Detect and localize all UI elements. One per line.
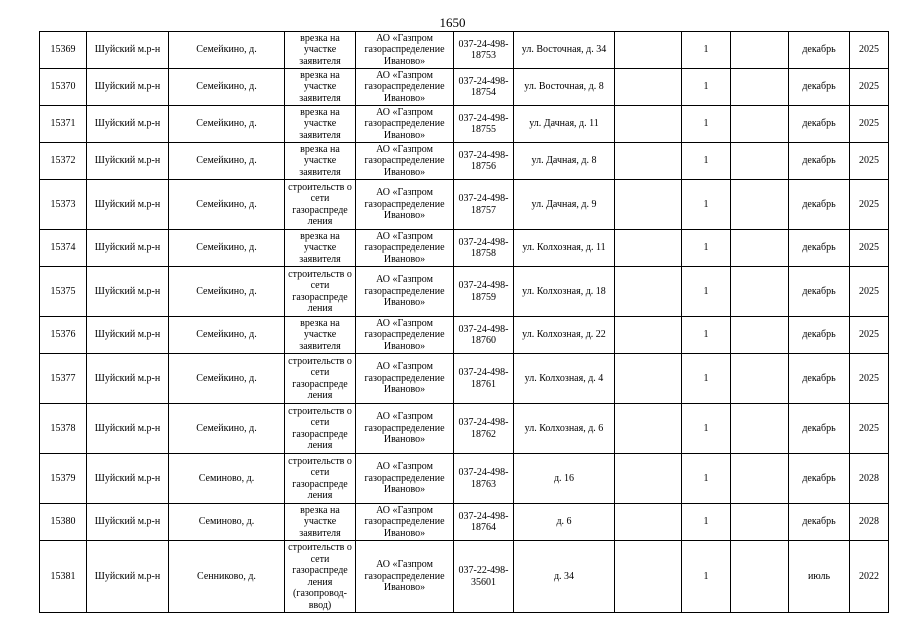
- empty-cell: [731, 354, 789, 404]
- code-cell: 037-24-498-18762: [454, 404, 514, 454]
- empty-cell: [615, 454, 682, 504]
- quantity-cell: 1: [682, 69, 731, 106]
- connection-method-cell: врезка на участке заявителя: [285, 317, 356, 354]
- district-cell: Шуйский м.р-н: [87, 404, 169, 454]
- organization-cell: АО «Газпром газораспределение Иваново»: [356, 354, 454, 404]
- quantity-cell: 1: [682, 230, 731, 267]
- connection-method-cell: врезка на участке заявителя: [285, 230, 356, 267]
- empty-cell: [615, 267, 682, 317]
- month-cell: декабрь: [789, 32, 850, 69]
- row-number: 15371: [40, 106, 87, 143]
- month-cell: декабрь: [789, 267, 850, 317]
- organization-cell: АО «Газпром газораспределение Иваново»: [356, 504, 454, 541]
- table-row: [40, 454, 889, 504]
- organization-cell: АО «Газпром газораспределение Иваново»: [356, 106, 454, 143]
- organization-cell: АО «Газпром газораспределение Иваново»: [356, 267, 454, 317]
- district-cell: Шуйский м.р-н: [87, 267, 169, 317]
- empty-cell: [615, 541, 682, 613]
- district-cell: Шуйский м.р-н: [87, 541, 169, 613]
- locality-cell: Семейкино, д.: [169, 267, 285, 317]
- quantity-cell: 1: [682, 143, 731, 180]
- locality-cell: Сенниково, д.: [169, 541, 285, 613]
- empty-cell: [615, 143, 682, 180]
- empty-cell: [731, 317, 789, 354]
- empty-cell: [615, 69, 682, 106]
- month-cell: декабрь: [789, 404, 850, 454]
- address-cell: ул. Колхозная, д. 11: [514, 230, 615, 267]
- connection-method-cell: врезка на участке заявителя: [285, 106, 356, 143]
- locality-cell: Семейкино, д.: [169, 317, 285, 354]
- code-cell: 037-24-498-18760: [454, 317, 514, 354]
- address-cell: ул. Колхозная, д. 22: [514, 317, 615, 354]
- empty-cell: [731, 267, 789, 317]
- connection-method-cell: врезка на участке заявителя: [285, 504, 356, 541]
- empty-cell: [731, 69, 789, 106]
- quantity-cell: 1: [682, 454, 731, 504]
- table-row: [40, 143, 889, 180]
- locality-cell: Семейкино, д.: [169, 69, 285, 106]
- empty-cell: [615, 230, 682, 267]
- connection-method-cell: строительств о сети газораспреде ления: [285, 454, 356, 504]
- empty-cell: [731, 32, 789, 69]
- connection-method-cell: строительств о сети газораспреде ления (газопровод-ввод): [285, 541, 356, 613]
- row-number: 15378: [40, 404, 87, 454]
- code-cell: 037-24-498-18764: [454, 504, 514, 541]
- locality-cell: Семейкино, д.: [169, 404, 285, 454]
- district-cell: Шуйский м.р-н: [87, 106, 169, 143]
- connection-method-cell: врезка на участке заявителя: [285, 69, 356, 106]
- empty-cell: [615, 106, 682, 143]
- row-number: 15379: [40, 454, 87, 504]
- empty-cell: [731, 230, 789, 267]
- empty-cell: [731, 541, 789, 613]
- month-cell: июль: [789, 541, 850, 613]
- code-cell: 037-24-498-18763: [454, 454, 514, 504]
- year-cell: 2028: [850, 504, 889, 541]
- quantity-cell: 1: [682, 32, 731, 69]
- connection-method-cell: строительств о сети газораспреде ления: [285, 404, 356, 454]
- organization-cell: АО «Газпром газораспределение Иваново»: [356, 230, 454, 267]
- empty-cell: [731, 143, 789, 180]
- month-cell: декабрь: [789, 504, 850, 541]
- code-cell: 037-24-498-18753: [454, 32, 514, 69]
- month-cell: декабрь: [789, 354, 850, 404]
- table-row: [40, 267, 889, 317]
- empty-cell: [615, 180, 682, 230]
- empty-cell: [731, 454, 789, 504]
- row-number: 15377: [40, 354, 87, 404]
- table-row: [40, 404, 889, 454]
- code-cell: 037-24-498-18754: [454, 69, 514, 106]
- table-body: [40, 32, 889, 613]
- district-cell: Шуйский м.р-н: [87, 230, 169, 267]
- empty-cell: [615, 317, 682, 354]
- row-number: 15381: [40, 541, 87, 613]
- table-row: [40, 317, 889, 354]
- locality-cell: Семейкино, д.: [169, 180, 285, 230]
- row-number: 15375: [40, 267, 87, 317]
- year-cell: 2025: [850, 267, 889, 317]
- year-cell: 2028: [850, 454, 889, 504]
- address-cell: ул. Дачная, д. 11: [514, 106, 615, 143]
- organization-cell: АО «Газпром газораспределение Иваново»: [356, 69, 454, 106]
- year-cell: 2022: [850, 541, 889, 613]
- table-row: [40, 504, 889, 541]
- quantity-cell: 1: [682, 504, 731, 541]
- empty-cell: [731, 180, 789, 230]
- empty-cell: [615, 32, 682, 69]
- connection-method-cell: строительств о сети газораспреде ления: [285, 180, 356, 230]
- locality-cell: Семиново, д.: [169, 504, 285, 541]
- row-number: 15372: [40, 143, 87, 180]
- connection-method-cell: строительств о сети газораспреде ления: [285, 354, 356, 404]
- quantity-cell: 1: [682, 180, 731, 230]
- gasification-table: [39, 31, 889, 613]
- address-cell: ул. Колхозная, д. 6: [514, 404, 615, 454]
- row-number: 15376: [40, 317, 87, 354]
- quantity-cell: 1: [682, 317, 731, 354]
- quantity-cell: 1: [682, 541, 731, 613]
- district-cell: Шуйский м.р-н: [87, 69, 169, 106]
- district-cell: Шуйский м.р-н: [87, 32, 169, 69]
- address-cell: ул. Дачная, д. 8: [514, 143, 615, 180]
- quantity-cell: 1: [682, 267, 731, 317]
- organization-cell: АО «Газпром газораспределение Иваново»: [356, 143, 454, 180]
- page-number: 1650: [439, 15, 466, 30]
- empty-cell: [731, 504, 789, 541]
- year-cell: 2025: [850, 317, 889, 354]
- quantity-cell: 1: [682, 106, 731, 143]
- year-cell: 2025: [850, 404, 889, 454]
- year-cell: 2025: [850, 32, 889, 69]
- row-number: 15373: [40, 180, 87, 230]
- locality-cell: Семейкино, д.: [169, 106, 285, 143]
- address-cell: д. 6: [514, 504, 615, 541]
- locality-cell: Семейкино, д.: [169, 354, 285, 404]
- year-cell: 2025: [850, 106, 889, 143]
- code-cell: 037-24-498-18759: [454, 267, 514, 317]
- table-row: [40, 541, 889, 613]
- address-cell: ул. Восточная, д. 34: [514, 32, 615, 69]
- locality-cell: Семейкино, д.: [169, 143, 285, 180]
- code-cell: 037-22-498-35601: [454, 541, 514, 613]
- code-cell: 037-24-498-18755: [454, 106, 514, 143]
- address-cell: ул. Колхозная, д. 4: [514, 354, 615, 404]
- code-cell: 037-24-498-18757: [454, 180, 514, 230]
- code-cell: 037-24-498-18758: [454, 230, 514, 267]
- quantity-cell: 1: [682, 404, 731, 454]
- quantity-cell: 1: [682, 354, 731, 404]
- empty-cell: [615, 404, 682, 454]
- month-cell: декабрь: [789, 454, 850, 504]
- month-cell: декабрь: [789, 106, 850, 143]
- district-cell: Шуйский м.р-н: [87, 317, 169, 354]
- locality-cell: Семейкино, д.: [169, 32, 285, 69]
- organization-cell: АО «Газпром газораспределение Иваново»: [356, 180, 454, 230]
- table-row: [40, 354, 889, 404]
- row-number: 15369: [40, 32, 87, 69]
- address-cell: д. 34: [514, 541, 615, 613]
- address-cell: ул. Дачная, д. 9: [514, 180, 615, 230]
- district-cell: Шуйский м.р-н: [87, 180, 169, 230]
- row-number: 15374: [40, 230, 87, 267]
- row-number: 15380: [40, 504, 87, 541]
- code-cell: 037-24-498-18756: [454, 143, 514, 180]
- district-cell: Шуйский м.р-н: [87, 143, 169, 180]
- month-cell: декабрь: [789, 180, 850, 230]
- table-row: [40, 106, 889, 143]
- address-cell: ул. Колхозная, д. 18: [514, 267, 615, 317]
- table-row: [40, 69, 889, 106]
- district-cell: Шуйский м.р-н: [87, 504, 169, 541]
- organization-cell: АО «Газпром газораспределение Иваново»: [356, 454, 454, 504]
- address-cell: д. 16: [514, 454, 615, 504]
- connection-method-cell: врезка на участке заявителя: [285, 32, 356, 69]
- locality-cell: Семейкино, д.: [169, 230, 285, 267]
- organization-cell: АО «Газпром газораспределение Иваново»: [356, 404, 454, 454]
- empty-cell: [731, 106, 789, 143]
- district-cell: Шуйский м.р-н: [87, 454, 169, 504]
- month-cell: декабрь: [789, 69, 850, 106]
- empty-cell: [731, 404, 789, 454]
- district-cell: Шуйский м.р-н: [87, 354, 169, 404]
- table-row: [40, 32, 889, 69]
- code-cell: 037-24-498-18761: [454, 354, 514, 404]
- organization-cell: АО «Газпром газораспределение Иваново»: [356, 541, 454, 613]
- locality-cell: Семиново, д.: [169, 454, 285, 504]
- year-cell: 2025: [850, 69, 889, 106]
- organization-cell: АО «Газпром газораспределение Иваново»: [356, 317, 454, 354]
- month-cell: декабрь: [789, 230, 850, 267]
- empty-cell: [615, 504, 682, 541]
- connection-method-cell: строительств о сети газораспреде ления: [285, 267, 356, 317]
- table-row: [40, 180, 889, 230]
- month-cell: декабрь: [789, 317, 850, 354]
- month-cell: декабрь: [789, 143, 850, 180]
- table-row: [40, 230, 889, 267]
- organization-cell: АО «Газпром газораспределение Иваново»: [356, 32, 454, 69]
- year-cell: 2025: [850, 230, 889, 267]
- year-cell: 2025: [850, 354, 889, 404]
- year-cell: 2025: [850, 180, 889, 230]
- row-number: 15370: [40, 69, 87, 106]
- year-cell: 2025: [850, 143, 889, 180]
- connection-method-cell: врезка на участке заявителя: [285, 143, 356, 180]
- address-cell: ул. Восточная, д. 8: [514, 69, 615, 106]
- empty-cell: [615, 354, 682, 404]
